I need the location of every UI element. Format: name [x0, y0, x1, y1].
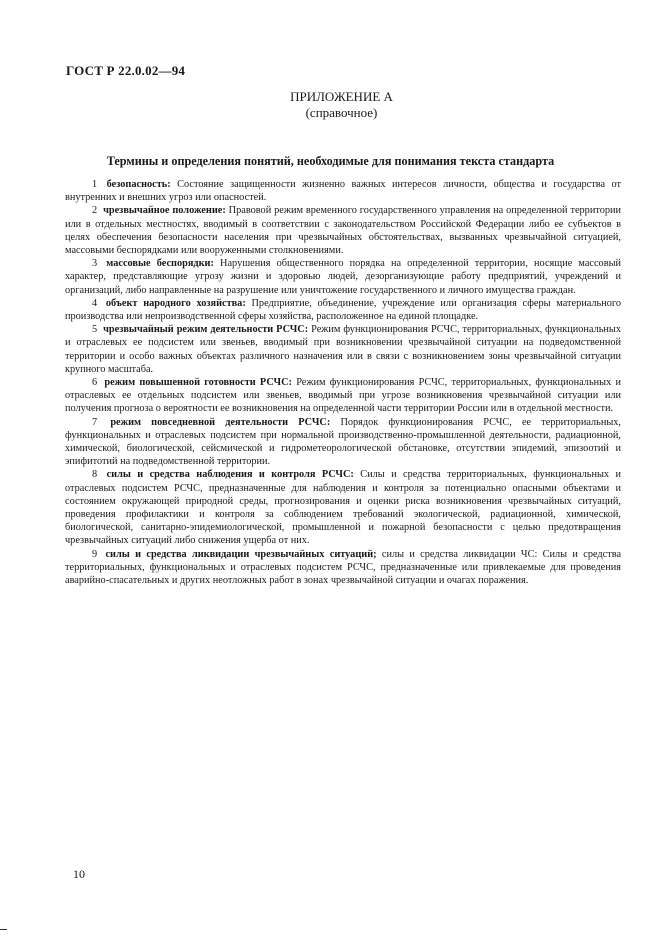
term-paragraph-8 — [65, 468, 621, 547]
term-number: 4 — [92, 297, 98, 309]
document-code: ГОСТ Р 22.0.02—94 — [66, 63, 186, 78]
section-title: Термины и определения понятий, необходимые для понимания текста стандарта — [106, 154, 555, 168]
term-name: силы и средства ликвидации чрезвычайных ситуаций; — [105, 548, 377, 560]
term-definition: силы и средства ликвидации ЧС: Силы и средства территориальных, функциональных и отраслевых подсистем РСЧС, предназначенные или привлекаемые для проведения аварийно-спасательных и других неотложных работ в зонах чрезвычайной ситуации и очагах поражения. — [65, 548, 622, 587]
term-definition: Предприятие, объединение, учреждение или организация сферы материального производства или непроизводственной сферы хозяйства, расположенное на единой площадке. — [65, 297, 621, 323]
terms-list — [65, 178, 621, 587]
term-name: режим повседневной деятельности РСЧС: — [110, 416, 331, 428]
appendix-title: ПРИЛОЖЕНИЕ А — [290, 89, 393, 104]
term-number: 6 — [92, 377, 98, 389]
term-paragraph-2 — [65, 204, 621, 257]
term-number: 8 — [92, 469, 98, 481]
term-name: чрезвычайный режим деятельности РСЧС: — [103, 324, 309, 336]
term-definition: Режим функционирования РСЧС, территориальных, функциональных и отраслевых ее подсистем или звеньев, вводимый при возникновении чрезвычайной ситуации на подведомственной территории и особо важных объектах различного назначения или в связи с возникновением зоны чрезвычайной ситуации крупного масштаба. — [65, 324, 621, 375]
term-definition: Правовой режим временного государственного управления на определенной территории или в отдельных местностях, вводимый в соответствии с законодательством Российской Федерации либо ее субъектов в целях обеспечения безопасности населения при чрезвычайных обстоятельствах, вызванных чрезвычайной ситуацией, массовыми беспорядками или вооруженными столкновениями. — [65, 205, 622, 257]
term-definition: Силы и средства территориальных, функциональных и отраслевых подсистем РСЧС, предназначенные для наблюдения и контроля за потенциально опасными объектами и состоянием окружающей природной среды, прогнозирования и оценки риска возникновения чрезвычайных ситуаций, проведения профилактики и контроля за соблюдением требований экологической, радиационной, химической, биологической, санитарно-эпидемиологической, промышленной и пожарной безопасности с целью предотвращения чрезвычайных ситуаций либо снижения ущерба от них. — [65, 469, 621, 547]
term-number: 9 — [92, 548, 98, 560]
scan-edge-mark — [0, 929, 7, 930]
term-name: объект народного хозяйства: — [105, 297, 246, 309]
term-paragraph-1 — [65, 178, 621, 204]
term-paragraph-4 — [65, 297, 621, 323]
term-number: 3 — [92, 258, 98, 270]
term-number: 7 — [92, 416, 98, 428]
term-definition: Состояние защищенности жизненно важных интересов личности, общества и государства от внутренних и внешних угроз или опасностей. — [65, 179, 622, 204]
page-number: 10 — [73, 867, 85, 881]
term-definition: Нарушения общественного порядка на определенной территории, носящие массовый характер, представляющие угрозу жизни и здоровью людей, дезорганизующие работу предприятий, учреждений и организаций, либо направленные на разрушение или уничтожение государственного и личного имущества граждан. — [65, 258, 621, 296]
term-definition: Режим функционирования РСЧС, территориальных, функциональных и отраслевых ее отдельных подсистем или звеньев, вводимый при угрозе возникновения чрезвычайной ситуации или получения прогноза о вероятности ее возникновения на определенной части территории России или в отдельной местности. — [65, 377, 621, 415]
term-paragraph-3 — [65, 257, 621, 297]
term-number: 1 — [92, 179, 98, 190]
term-paragraph-5 — [65, 323, 621, 376]
term-number: 5 — [92, 324, 98, 336]
appendix-subtitle: (справочное) — [305, 105, 378, 120]
term-definition: Порядок функционирования РСЧС, ее территориальных, функциональных и отраслевых подсистем при нормальной производственно-промышленной деятельности, радиационной, химической, биологической, сейсмической и гидрометеорологической обстановке, отсутствии эпидемий, эпизоотий и эпифитотий на подведомственной территории. — [65, 416, 621, 468]
term-name: массовые беспорядки: — [106, 258, 214, 270]
term-name: силы и средства наблюдения и контроля РСЧС: — [106, 469, 354, 481]
term-paragraph-7 — [65, 416, 621, 469]
term-name: режим повышенной готовности РСЧС: — [104, 377, 292, 389]
term-name: чрезвычайное положение: — [103, 205, 226, 217]
term-number: 2 — [92, 205, 98, 217]
term-paragraph-6 — [65, 376, 621, 416]
appendix-heading — [0, 89, 661, 121]
term-name: безопасность: — [106, 179, 171, 190]
term-paragraph-9 — [65, 548, 621, 588]
